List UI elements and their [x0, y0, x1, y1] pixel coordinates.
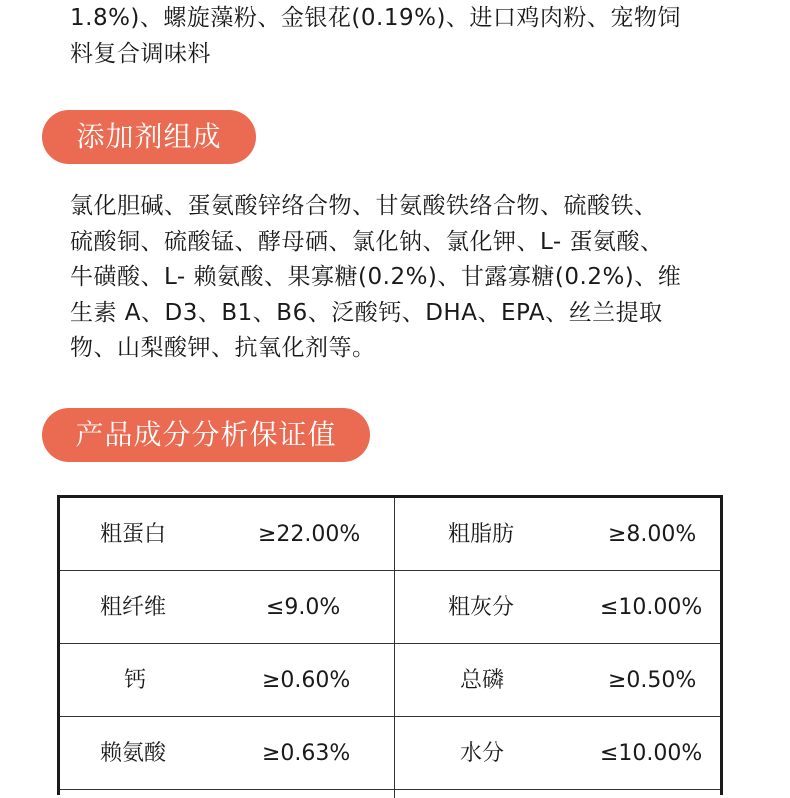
nutrient-value: ≤10.00% — [600, 741, 703, 766]
nutrient-value: ≥22.00% — [258, 522, 361, 547]
additives-line: 牛磺酸、L- 赖氨酸、果寡糖(0.2%)、甘露寡糖(0.2%)、维 — [70, 264, 682, 290]
table-row — [60, 644, 720, 717]
additives-line: 生素 A、D3、B1、B6、泛酸钙、DHA、EPA、丝兰提取 — [70, 299, 663, 326]
table-row — [60, 498, 720, 571]
ingredients-line: 料复合调味料 — [70, 41, 211, 67]
table-row — [60, 571, 720, 644]
additives-line: 氯化胆碱、蛋氨酸锌络合物、甘氨酸铁络合物、硫酸铁、 — [70, 193, 658, 219]
nutrient-name: 粗纤维 — [100, 595, 167, 620]
nutrient-name: 钙 — [124, 668, 147, 693]
nutrient-name: 粗脂肪 — [448, 522, 515, 547]
additives-line: 物、山梨酸钾、抗氧化剂等。 — [70, 335, 376, 361]
nutrient-name: 粗蛋白 — [100, 522, 167, 547]
column-divider — [394, 498, 395, 798]
nutrient-name: 总磷 — [460, 668, 505, 693]
additives-list — [70, 189, 730, 367]
ingredients-line: 1.8%)、螺旋藻粉、金银花(0.19%)、进口鸡肉粉、宠物饲 — [70, 5, 681, 31]
ingredients-continuation — [70, 0, 730, 72]
nutrient-value: ≤10.00% — [600, 595, 703, 620]
nutrient-value: ≤9.0% — [266, 595, 341, 620]
nutrient-name: 粗灰分 — [448, 595, 515, 620]
nutrient-value: ≥8.00% — [608, 522, 697, 547]
nutrient-name: 赖氨酸 — [100, 741, 167, 766]
additives-heading: 添加剂组成 — [42, 110, 256, 164]
nutrient-value: ≥0.50% — [608, 668, 697, 693]
analysis-heading: 产品成分分析保证值 — [42, 408, 370, 462]
nutrient-name: 水分 — [460, 741, 505, 766]
nutrient-value: ≥0.63% — [262, 741, 351, 766]
table-row — [60, 717, 720, 790]
additives-line: 硫酸铜、硫酸锰、酵母硒、氯化钠、氯化钾、L- 蛋氨酸、 — [70, 228, 664, 255]
nutrient-value: ≥0.60% — [262, 668, 351, 693]
analysis-table — [57, 495, 723, 795]
